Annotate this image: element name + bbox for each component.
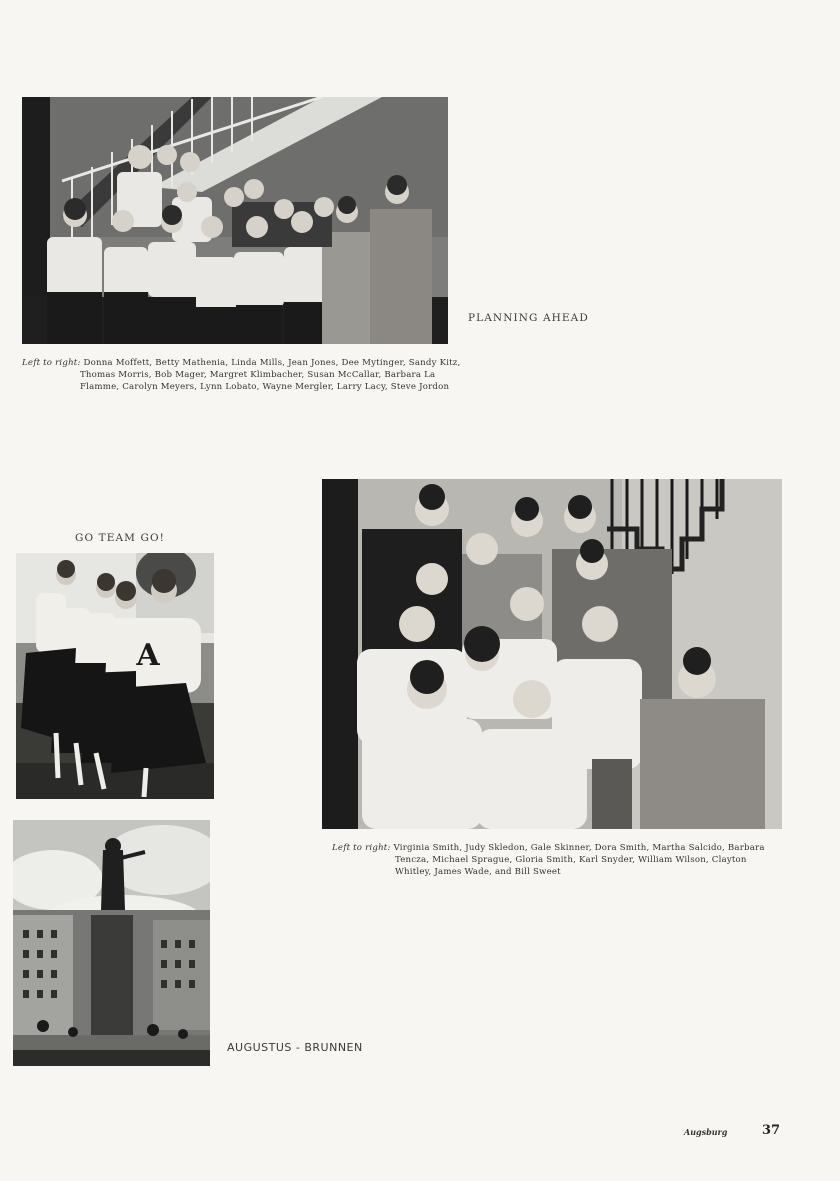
caption-lead: Left to right: [22, 358, 81, 368]
caption-line: Flamme, Carolyn Meyers, Lynn Lobato, Wayne Mergler, Larry Lacy, Steve Jordon [80, 382, 450, 392]
heading-augustus-brunnen: AUGUSTUS - BRUNNEN [227, 1041, 363, 1054]
caption-line: Tencza, Michael Sprague, Gloria Smith, Karl Snyder, William Wilson, Clayton [395, 855, 747, 865]
heading-go-team: GO TEAM GO! [75, 532, 165, 544]
photo-augustus-brunnen [13, 820, 210, 1066]
page-number: 37 [762, 1123, 781, 1138]
heading-planning-ahead: PLANNING AHEAD [468, 312, 589, 324]
caption-group-on-stairs [332, 842, 772, 878]
photo-planning-ahead-group [22, 97, 448, 344]
caption-line: Whitley, James Wade, and Bill Sweet [395, 867, 561, 877]
caption-line: Virginia Smith, Judy Skledon, Gale Skinner, Dora Smith, Martha Salcido, Barbara [393, 843, 765, 853]
photo-group-on-stairs [322, 479, 782, 829]
caption-planning-ahead [22, 357, 462, 393]
svg-text:A: A [136, 638, 160, 673]
caption-lead: Left to right: [332, 843, 391, 853]
photo-cheerleaders [16, 553, 214, 799]
caption-line: Donna Moffett, Betty Mathenia, Linda Mills, Jean Jones, Dee Mytinger, Sandy Kitz, [83, 358, 461, 368]
footer-section-name: Augsburg [684, 1127, 728, 1137]
caption-line: Thomas Morris, Bob Mager, Margret Klimbacher, Susan McCallar, Barbara La [80, 370, 436, 380]
